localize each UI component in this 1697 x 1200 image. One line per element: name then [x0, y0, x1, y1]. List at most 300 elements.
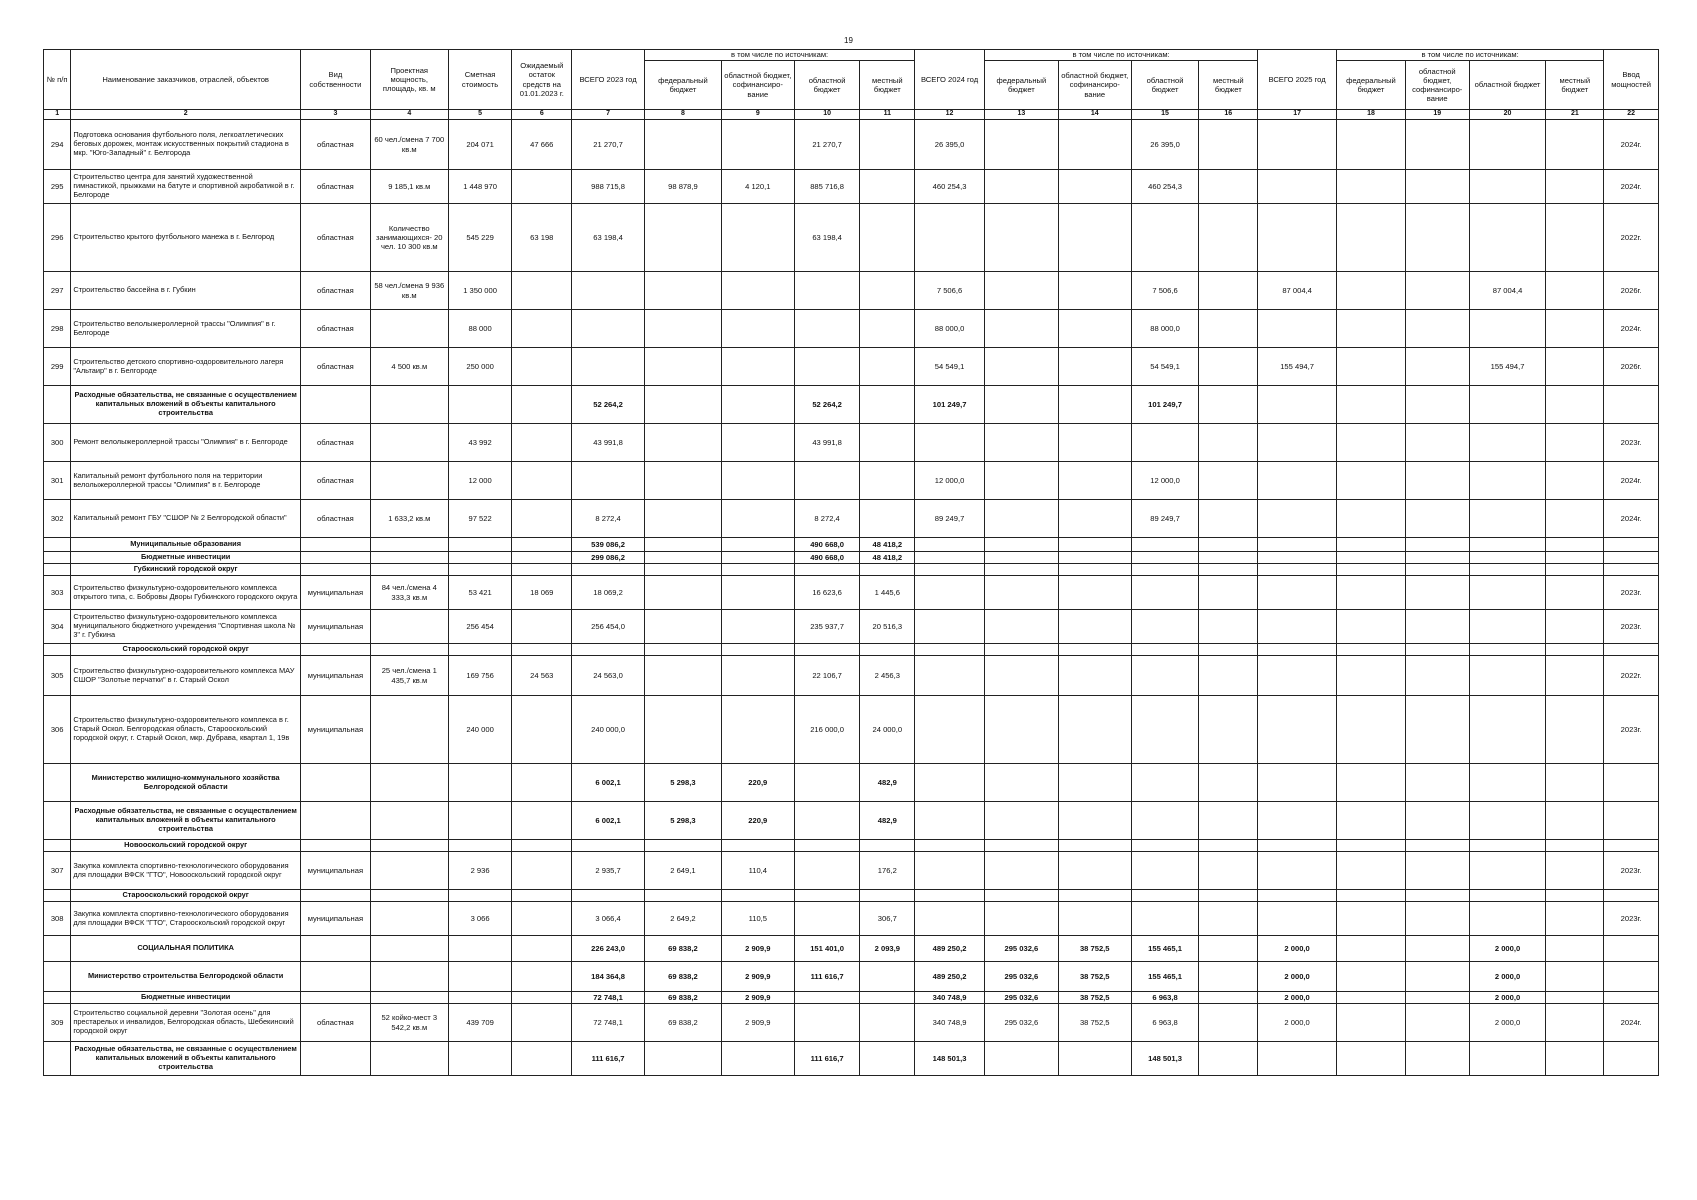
table-cell	[1258, 552, 1337, 564]
table-cell	[1258, 538, 1337, 552]
table-cell	[1199, 576, 1258, 610]
header-estimate: Сметная стоимость	[448, 50, 512, 110]
table-cell	[1199, 764, 1258, 802]
table-cell: 2 649,1	[644, 852, 721, 890]
table-cell	[984, 500, 1058, 538]
row-number: 305	[44, 656, 71, 696]
table-cell	[512, 310, 572, 348]
table-cell	[1199, 962, 1258, 992]
column-number: 5	[448, 110, 512, 120]
table-cell	[301, 890, 371, 902]
table-cell: 72 748,1	[572, 1004, 645, 1042]
table-cell	[915, 538, 985, 552]
table-cell	[721, 610, 794, 644]
table-cell: 12 000,0	[915, 462, 985, 500]
table-cell	[1199, 1004, 1258, 1042]
table-cell	[1337, 576, 1406, 610]
column-number: 22	[1604, 110, 1659, 120]
table-cell	[1199, 552, 1258, 564]
table-cell	[1131, 538, 1199, 552]
table-cell	[1337, 902, 1406, 936]
table-cell: 2 000,0	[1258, 936, 1337, 962]
object-name: Министерство жилищно-коммунального хозяйства Белгородской области	[71, 764, 301, 802]
table-cell: 2 909,9	[721, 992, 794, 1004]
table-cell: 148 501,3	[915, 1042, 985, 1076]
table-cell	[1258, 840, 1337, 852]
table-cell: областная	[301, 462, 371, 500]
table-cell	[1199, 890, 1258, 902]
table-cell	[1199, 348, 1258, 386]
table-cell	[1337, 170, 1406, 204]
row-number: 306	[44, 696, 71, 764]
header-ownership: Вид собственности	[301, 50, 371, 110]
object-name: Муниципальные образования	[71, 538, 301, 552]
table-cell	[1469, 696, 1546, 764]
table-cell: 240 000	[448, 696, 512, 764]
table-cell	[1337, 424, 1406, 462]
section-row	[44, 538, 1659, 552]
header-regional-2024: областной бюджет	[1131, 61, 1199, 110]
table-cell	[1199, 538, 1258, 552]
row-number: 298	[44, 310, 71, 348]
table-cell	[984, 204, 1058, 272]
column-number: 14	[1058, 110, 1131, 120]
table-cell	[1199, 610, 1258, 644]
table-cell	[301, 992, 371, 1004]
table-cell: 88 000	[448, 310, 512, 348]
table-cell: 2026г.	[1604, 348, 1659, 386]
table-cell: 5 298,3	[644, 764, 721, 802]
table-cell	[1258, 564, 1337, 576]
table-cell	[1546, 852, 1604, 890]
table-cell	[1604, 890, 1659, 902]
table-cell	[512, 992, 572, 1004]
table-cell	[1337, 840, 1406, 852]
table-cell	[1469, 538, 1546, 552]
object-name: Строительство крытого футбольного манежа в г. Белгород	[71, 204, 301, 272]
table-cell	[512, 424, 572, 462]
table-cell	[1258, 902, 1337, 936]
table-cell: 38 752,5	[1058, 962, 1131, 992]
table-cell: 54 549,1	[1131, 348, 1199, 386]
row-number: 295	[44, 170, 71, 204]
table-cell	[1199, 644, 1258, 656]
table-cell	[644, 348, 721, 386]
table-cell: 6 963,8	[1131, 1004, 1199, 1042]
table-cell	[1337, 936, 1406, 962]
column-numbers-row	[44, 110, 1659, 120]
table-cell	[1337, 764, 1406, 802]
table-cell: 220,9	[721, 802, 794, 840]
table-cell	[644, 310, 721, 348]
table-cell	[301, 802, 371, 840]
table-cell	[915, 802, 985, 840]
table-cell: муниципальная	[301, 902, 371, 936]
table-cell	[370, 962, 448, 992]
table-cell	[1199, 696, 1258, 764]
table-cell	[1131, 610, 1199, 644]
table-cell	[1469, 386, 1546, 424]
table-cell: 216 000,0	[794, 696, 860, 764]
table-cell	[1058, 538, 1131, 552]
column-number: 7	[572, 110, 645, 120]
table-cell	[1058, 1042, 1131, 1076]
table-cell	[1131, 576, 1199, 610]
table-cell	[370, 852, 448, 890]
table-cell	[1546, 500, 1604, 538]
table-cell	[1405, 696, 1469, 764]
table-cell: 69 838,2	[644, 936, 721, 962]
table-cell: муниципальная	[301, 696, 371, 764]
table-body	[44, 120, 1659, 1076]
row-number: 294	[44, 120, 71, 170]
table-cell	[1131, 696, 1199, 764]
table-cell	[1337, 962, 1406, 992]
section-row	[44, 890, 1659, 902]
table-cell	[984, 310, 1058, 348]
row-number	[44, 552, 71, 564]
object-name: СОЦИАЛЬНАЯ ПОЛИТИКА	[71, 936, 301, 962]
table-cell	[1546, 386, 1604, 424]
table-cell	[301, 840, 371, 852]
table-cell	[644, 462, 721, 500]
table-cell	[1405, 386, 1469, 424]
section-row	[44, 386, 1659, 424]
table-cell	[1131, 564, 1199, 576]
table-cell	[370, 764, 448, 802]
table-cell	[1199, 802, 1258, 840]
table-cell	[1546, 1042, 1604, 1076]
table-row	[44, 500, 1659, 538]
row-number	[44, 992, 71, 1004]
table-cell	[1469, 610, 1546, 644]
table-cell: областная	[301, 204, 371, 272]
table-cell	[448, 936, 512, 962]
table-cell	[1405, 310, 1469, 348]
column-number: 18	[1337, 110, 1406, 120]
table-cell: 256 454	[448, 610, 512, 644]
table-cell	[721, 462, 794, 500]
table-cell: 1 350 000	[448, 272, 512, 310]
table-cell	[1469, 310, 1546, 348]
table-cell	[1337, 852, 1406, 890]
table-row	[44, 656, 1659, 696]
table-cell	[448, 890, 512, 902]
table-cell	[1258, 610, 1337, 644]
table-cell	[1337, 644, 1406, 656]
table-cell	[1469, 852, 1546, 890]
table-cell: 24 000,0	[860, 696, 915, 764]
table-cell	[1337, 656, 1406, 696]
table-cell: 460 254,3	[915, 170, 985, 204]
table-cell	[1337, 386, 1406, 424]
section-row	[44, 936, 1659, 962]
table-cell	[1405, 1042, 1469, 1076]
table-cell	[1337, 992, 1406, 1004]
table-cell	[984, 576, 1058, 610]
table-cell	[1058, 610, 1131, 644]
table-cell	[1469, 1042, 1546, 1076]
table-cell	[1258, 170, 1337, 204]
table-cell	[984, 890, 1058, 902]
table-cell: 2023г.	[1604, 696, 1659, 764]
table-cell	[984, 462, 1058, 500]
object-name: Бюджетные инвестиции	[71, 992, 301, 1004]
table-cell	[1546, 902, 1604, 936]
section-row	[44, 1042, 1659, 1076]
table-cell: 72 748,1	[572, 992, 645, 1004]
table-cell	[1258, 1042, 1337, 1076]
table-cell	[721, 552, 794, 564]
table-cell: 5 298,3	[644, 802, 721, 840]
table-cell: 2 909,9	[721, 962, 794, 992]
object-name: Подготовка основания футбольного поля, легкоатлетических беговых дорожек, монтаж искусственных покрытий стадиона в мкр. "Юго-Западный" г. Белгорода	[71, 120, 301, 170]
table-cell	[1258, 802, 1337, 840]
table-cell	[512, 902, 572, 936]
table-cell	[1337, 120, 1406, 170]
table-cell	[1405, 170, 1469, 204]
table-cell: 295 032,6	[984, 1004, 1058, 1042]
table-cell	[1405, 576, 1469, 610]
object-name: Расходные обязательства, не связанные с осуществлением капитальных вложений в объекты капитального строительства	[71, 386, 301, 424]
table-cell	[1258, 890, 1337, 902]
section-row	[44, 764, 1659, 802]
column-number: 19	[1405, 110, 1469, 120]
table-cell: 88 000,0	[1131, 310, 1199, 348]
table-cell: 490 668,0	[794, 538, 860, 552]
table-cell: 63 198,4	[794, 204, 860, 272]
table-cell	[1546, 552, 1604, 564]
table-cell	[1546, 538, 1604, 552]
table-cell	[512, 644, 572, 656]
table-cell	[1604, 552, 1659, 564]
table-cell	[1469, 902, 1546, 936]
column-number: 2	[71, 110, 301, 120]
table-cell	[644, 386, 721, 424]
table-cell: 489 250,2	[915, 962, 985, 992]
table-cell	[1405, 1004, 1469, 1042]
table-cell	[1058, 852, 1131, 890]
object-name: Губкинский городской округ	[71, 564, 301, 576]
table-cell: 460 254,3	[1131, 170, 1199, 204]
table-cell: 2 909,9	[721, 936, 794, 962]
table-cell: 60 чел./смена 7 700 кв.м	[370, 120, 448, 170]
table-cell	[1058, 576, 1131, 610]
table-cell	[1337, 1042, 1406, 1076]
table-cell	[1546, 204, 1604, 272]
table-cell	[721, 538, 794, 552]
table-cell	[721, 348, 794, 386]
header-commissioning: Ввод мощностей	[1604, 50, 1659, 110]
table-cell: 6 002,1	[572, 764, 645, 802]
table-row	[44, 272, 1659, 310]
table-cell: 89 249,7	[915, 500, 985, 538]
table-cell: областная	[301, 348, 371, 386]
table-cell: 2023г.	[1604, 610, 1659, 644]
header-sources-2024: в том числе по источникам:	[984, 50, 1257, 61]
table-cell: 4 500 кв.м	[370, 348, 448, 386]
table-cell	[860, 170, 915, 204]
table-cell	[1405, 764, 1469, 802]
table-cell	[370, 840, 448, 852]
table-cell: областная	[301, 1004, 371, 1042]
table-cell: 38 752,5	[1058, 1004, 1131, 1042]
table-cell	[1405, 962, 1469, 992]
table-cell: 12 000	[448, 462, 512, 500]
column-number: 20	[1469, 110, 1546, 120]
column-number: 13	[984, 110, 1058, 120]
table-cell	[512, 802, 572, 840]
row-number: 297	[44, 272, 71, 310]
table-row	[44, 696, 1659, 764]
table-cell	[721, 310, 794, 348]
table-cell	[1546, 462, 1604, 500]
table-cell	[915, 564, 985, 576]
table-cell: 21 270,7	[794, 120, 860, 170]
table-cell	[915, 204, 985, 272]
table-cell	[512, 962, 572, 992]
table-cell	[860, 644, 915, 656]
table-cell: 2 000,0	[1258, 992, 1337, 1004]
table-cell	[1058, 170, 1131, 204]
table-cell	[1337, 802, 1406, 840]
section-row	[44, 552, 1659, 564]
table-cell	[512, 386, 572, 424]
table-cell: 295 032,6	[984, 962, 1058, 992]
table-cell	[1405, 890, 1469, 902]
table-cell: 2024г.	[1604, 1004, 1659, 1042]
table-cell	[1199, 120, 1258, 170]
table-cell	[915, 610, 985, 644]
table-cell: 2024г.	[1604, 462, 1659, 500]
table-cell: 2 000,0	[1469, 936, 1546, 962]
table-cell	[721, 576, 794, 610]
section-row	[44, 840, 1659, 852]
table-cell: 21 270,7	[572, 120, 645, 170]
table-cell	[1469, 764, 1546, 802]
table-cell: 490 668,0	[794, 552, 860, 564]
object-name: Строительство социальной деревни "Золотая осень" для престарелых и инвалидов, Белгородская область, Шебекинский городской округ	[71, 1004, 301, 1042]
table-cell	[721, 120, 794, 170]
table-cell: 151 401,0	[794, 936, 860, 962]
row-number: 300	[44, 424, 71, 462]
table-cell	[512, 272, 572, 310]
row-number: 303	[44, 576, 71, 610]
table-cell	[1546, 564, 1604, 576]
table-cell: 48 418,2	[860, 552, 915, 564]
table-cell: 545 229	[448, 204, 512, 272]
table-cell: 20 516,3	[860, 610, 915, 644]
table-cell: 988 715,8	[572, 170, 645, 204]
table-cell	[915, 656, 985, 696]
table-cell	[370, 538, 448, 552]
table-cell: муниципальная	[301, 656, 371, 696]
section-row	[44, 962, 1659, 992]
header-total-2024: ВСЕГО 2024 год	[915, 50, 985, 110]
table-cell	[512, 348, 572, 386]
budget-table	[43, 49, 1659, 1076]
table-cell	[984, 424, 1058, 462]
table-cell	[860, 348, 915, 386]
table-cell: 148 501,3	[1131, 1042, 1199, 1076]
table-cell: 110,5	[721, 902, 794, 936]
table-cell: областная	[301, 310, 371, 348]
header-capacity: Проектная мощность, площадь, кв. м	[370, 50, 448, 110]
row-number: 296	[44, 204, 71, 272]
column-number: 3	[301, 110, 371, 120]
table-cell: 299 086,2	[572, 552, 645, 564]
table-cell	[1058, 272, 1131, 310]
table-cell: 2 000,0	[1258, 962, 1337, 992]
object-name: Строительство физкультурно-оздоровительного комплекса открытого типа, с. Бобровы Дворы Губкинского городского округа	[71, 576, 301, 610]
table-cell	[1258, 696, 1337, 764]
table-cell	[984, 564, 1058, 576]
table-cell	[512, 500, 572, 538]
table-cell: 9 185,1 кв.м	[370, 170, 448, 204]
table-cell: 306,7	[860, 902, 915, 936]
table-cell: 2 936	[448, 852, 512, 890]
table-cell: 69 838,2	[644, 992, 721, 1004]
table-cell: областная	[301, 424, 371, 462]
table-cell	[512, 764, 572, 802]
header-total-2025: ВСЕГО 2025 год	[1258, 50, 1337, 110]
table-cell: 184 364,8	[572, 962, 645, 992]
table-cell	[915, 696, 985, 764]
table-cell	[512, 462, 572, 500]
table-cell: областная	[301, 500, 371, 538]
table-cell	[512, 538, 572, 552]
table-cell	[794, 992, 860, 1004]
table-cell	[1469, 170, 1546, 204]
table-cell	[794, 840, 860, 852]
table-cell	[1058, 386, 1131, 424]
table-cell	[512, 936, 572, 962]
table-cell	[572, 272, 645, 310]
table-cell: 52 264,2	[794, 386, 860, 424]
table-cell: 54 549,1	[915, 348, 985, 386]
table-cell: 885 716,8	[794, 170, 860, 204]
table-cell	[1058, 890, 1131, 902]
table-cell	[721, 644, 794, 656]
table-cell	[721, 500, 794, 538]
table-cell: 110,4	[721, 852, 794, 890]
table-cell: 18 069,2	[572, 576, 645, 610]
table-cell	[370, 992, 448, 1004]
table-cell: 16 623,6	[794, 576, 860, 610]
table-cell	[448, 840, 512, 852]
table-cell	[1258, 462, 1337, 500]
table-cell: 2 000,0	[1258, 1004, 1337, 1042]
table-cell	[984, 902, 1058, 936]
table-cell	[512, 840, 572, 852]
table-cell	[1199, 852, 1258, 890]
table-cell	[721, 840, 794, 852]
column-number: 11	[860, 110, 915, 120]
table-cell	[644, 552, 721, 564]
table-cell	[1546, 696, 1604, 764]
table-cell: 2022г.	[1604, 656, 1659, 696]
table-cell	[1058, 500, 1131, 538]
table-cell	[721, 424, 794, 462]
table-cell	[984, 852, 1058, 890]
table-cell	[1546, 310, 1604, 348]
section-row	[44, 992, 1659, 1004]
table-cell	[1469, 564, 1546, 576]
row-number	[44, 802, 71, 840]
table-cell: 155 465,1	[1131, 962, 1199, 992]
table-cell: 111 616,7	[794, 1042, 860, 1076]
table-cell	[1405, 348, 1469, 386]
